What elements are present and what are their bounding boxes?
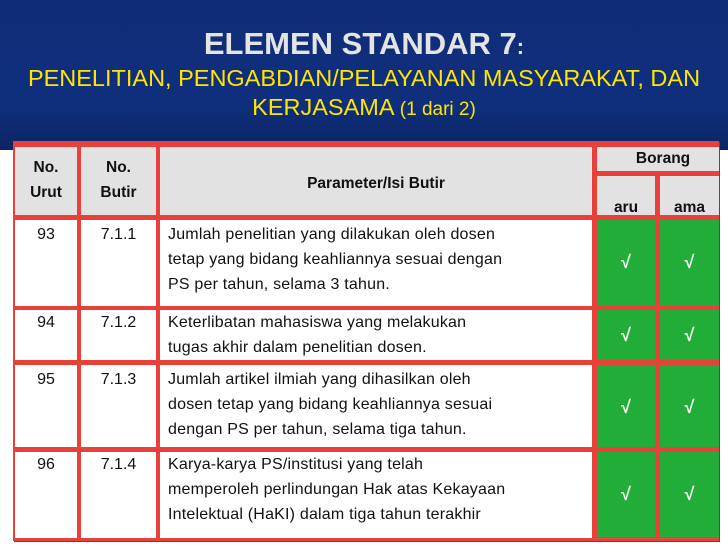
- table-row-butir: 7.1.4: [81, 452, 156, 538]
- header-parameter: Parameter/Isi Butir: [160, 147, 592, 215]
- header-borang: Borang: [597, 147, 719, 171]
- header-no-urut-line-1: No.: [33, 159, 59, 176]
- header-no-butir-line-2: Butir: [100, 184, 137, 201]
- parameter-line: tetap yang bidang keahliannya sesuai dengan: [168, 251, 503, 268]
- subtitle-line-1: PENELITIAN, PENGABDIAN/PELAYANAN MASYARAKAT, DAN: [27, 65, 701, 91]
- table-row-no: 95: [15, 365, 77, 447]
- title-text: ELEMEN STANDAR 7: [203, 26, 517, 61]
- title-colon: :: [516, 34, 525, 59]
- table-row-parameter: [160, 452, 592, 538]
- parameter-line: PS per tahun, selama 3 tahun.: [168, 276, 390, 293]
- parameter-line: Keterlibatan mahasiswa yang melakukan: [168, 314, 467, 331]
- header-col-a: aru: [597, 176, 655, 215]
- table-row-no: 96: [15, 452, 77, 538]
- check-mark-a: √: [597, 452, 655, 538]
- check-mark-b: √: [660, 452, 719, 538]
- parameter-line: Jumlah penelitian yang dilakukan oleh dosen: [168, 226, 496, 243]
- table-row-no: 94: [15, 310, 77, 360]
- table-row-no: 93: [15, 220, 77, 306]
- parameter-line: Intelektual (HaKI) dalam tiga tahun terakhir: [168, 506, 481, 523]
- subtitle-part: (1 dari 2): [394, 99, 476, 120]
- parameter-line: memperoleh perlindungan Hak atas Kekayaan: [168, 481, 506, 498]
- header-no-butir: [81, 147, 156, 215]
- table-row-parameter: [160, 220, 592, 306]
- table-row-butir: 7.1.3: [81, 365, 156, 447]
- table-row-butir: 7.1.1: [81, 220, 156, 306]
- check-mark-b: √: [660, 365, 719, 447]
- header-no-urut-line-2: Urut: [30, 184, 62, 201]
- header-col-b: ama: [660, 176, 719, 215]
- parameter-line: Karya-karya PS/institusi yang telah: [168, 456, 424, 473]
- check-mark-a: √: [597, 220, 655, 306]
- subtitle-line-2-text: KERJASAMA: [252, 94, 395, 120]
- header-no-urut: [15, 147, 77, 215]
- parameter-line: dosen tetap yang bidang keahliannya sesuai: [168, 396, 493, 413]
- check-mark-a: √: [597, 365, 655, 447]
- table-row-parameter: [160, 310, 592, 360]
- header-no-butir-line-1: No.: [106, 159, 131, 176]
- parameter-line: tugas akhir dalam penelitian dosen.: [168, 339, 427, 356]
- table-row-parameter: [160, 365, 592, 447]
- check-mark-b: √: [660, 310, 719, 360]
- table-row-butir: 7.1.2: [81, 310, 156, 360]
- check-mark-a: √: [597, 310, 655, 360]
- check-mark-b: √: [660, 220, 719, 306]
- parameter-line: dengan PS per tahun, selama tiga tahun.: [168, 421, 467, 438]
- parameter-line: Jumlah artikel ilmiah yang dihasilkan oleh: [168, 371, 471, 388]
